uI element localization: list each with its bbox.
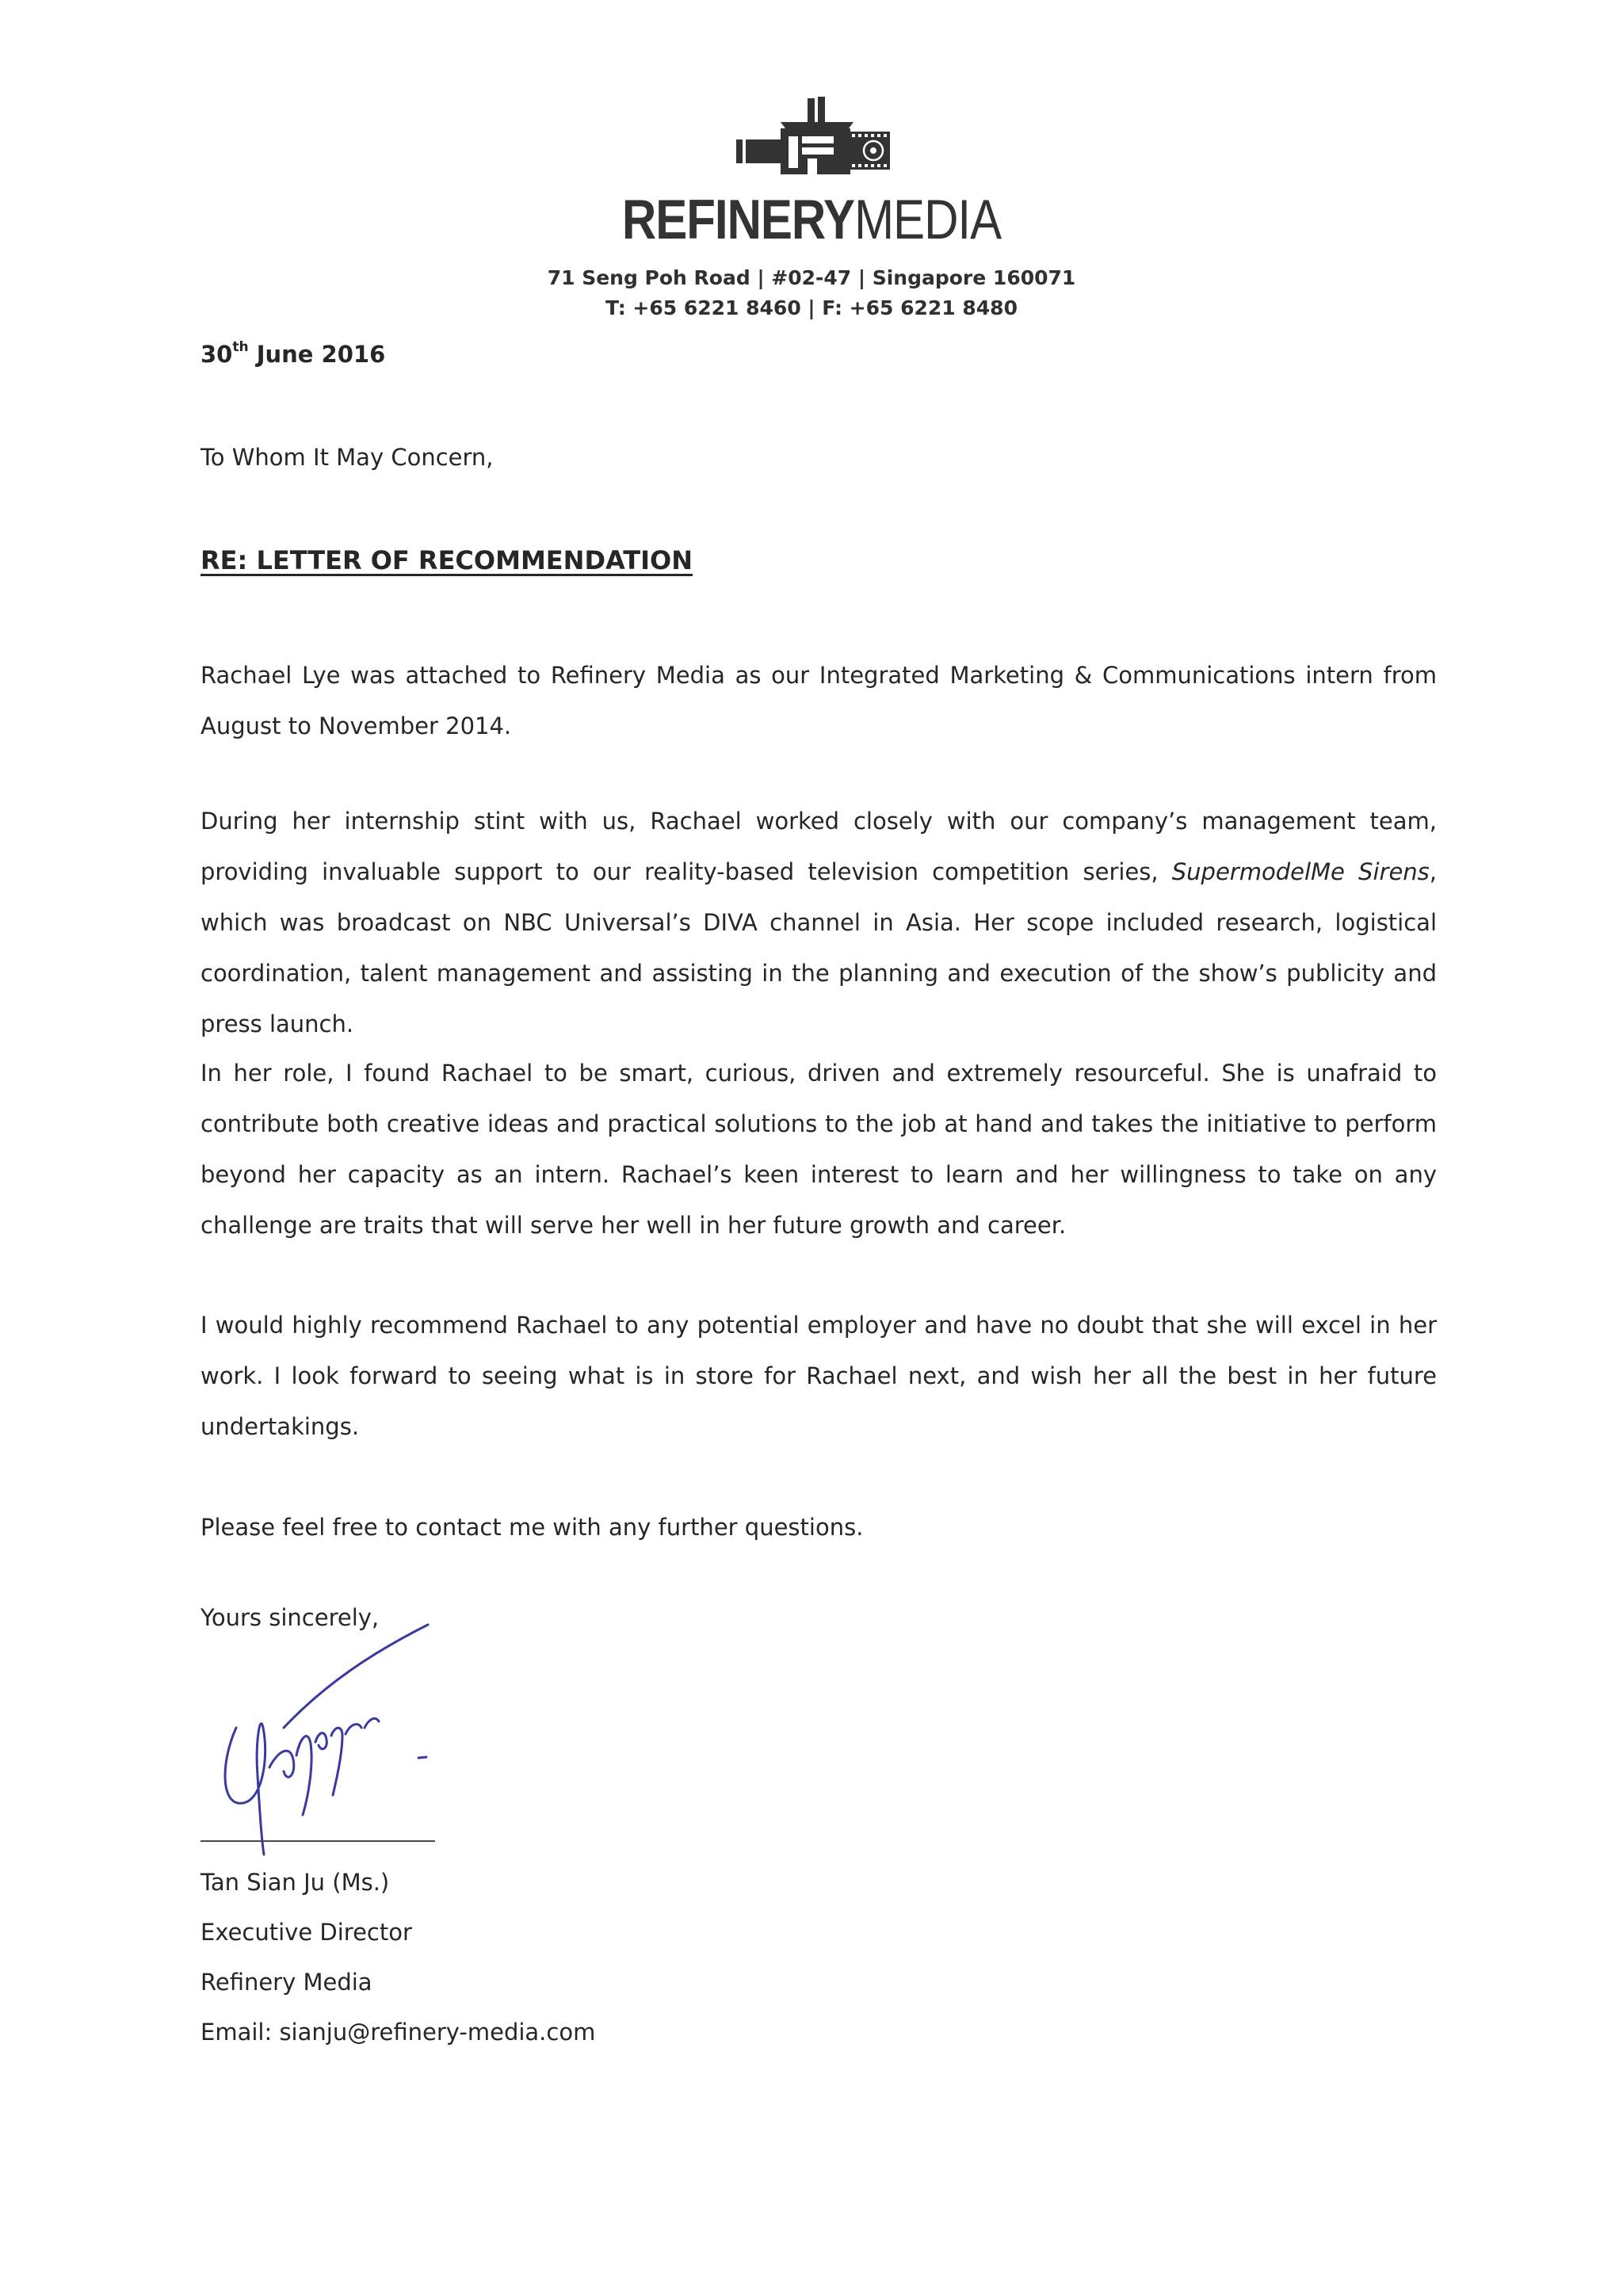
signer-name: Tan Sian Ju (Ms.) [200, 1869, 390, 1896]
paragraph-2 [200, 796, 1437, 1049]
signoff-block [200, 1858, 595, 2057]
letter-date [200, 341, 1437, 368]
subject-line: RE: LETTER OF RECOMMENDATION [200, 545, 693, 575]
factory-film-reel-icon [728, 94, 895, 181]
signer-company: Refinery Media [200, 1969, 372, 1996]
signer-email: Email: sianju@refinery-media.com [200, 2019, 596, 2046]
signature-line [200, 1840, 435, 1842]
date-day: 30 [200, 341, 233, 368]
brand-wordmark [0, 188, 1623, 251]
company-address [0, 263, 1623, 323]
salutation: To Whom It May Concern, [200, 444, 494, 471]
paragraph-1: Rachael Lye was attached to Refinery Media as our Integrated Marketing & Communications intern from August to November 2014. [200, 662, 1437, 739]
address-line: 71 Seng Poh Road | #02-47 | Singapore 160071 [547, 266, 1076, 289]
paragraph-2-start: During her internship stint with us, Rachael worked closely with our company’s management team, providing invaluable support to our reality-based television competition series, [200, 808, 1437, 885]
date-rest: June 2016 [248, 341, 386, 368]
paragraph-2-end: , which was broadcast on NBC Universal’s DIVA channel in Asia. Her scope included research, logistical coordination, talent management and assisting in the planning and execution of the show’s publicity and press launch. [200, 858, 1437, 1037]
closing: Yours sincerely, [200, 1604, 380, 1631]
brand-bold: REFINERY [621, 188, 855, 251]
brand-light: MEDIA [854, 188, 1002, 251]
letterhead [0, 94, 1623, 323]
date-suffix: th [232, 339, 249, 355]
paragraph-5: Please feel free to contact me with any further questions. [200, 1514, 864, 1541]
show-title: SupermodelMe Sirens [1171, 858, 1430, 885]
handwritten-signature [214, 1609, 452, 1862]
paragraph-3: In her role, I found Rachael to be smart, curious, driven and extremely resourceful. She is unafraid to contribute both creative ideas and practical solutions to the job at hand and takes the initiative to perform beyond her capacity as an intern. Rachael’s keen interest to learn and her willingness to take on any challenge are traits that will serve her well in her future growth and career. [200, 1060, 1437, 1239]
paragraph-4: I would highly recommend Rachael to any potential employer and have no doubt that she will excel in her work. I look forward to seeing what is in store for Rachael next, and wish her all the best in her future undertakings. [200, 1312, 1437, 1440]
contact-line: T: +65 6221 8460 | F: +65 6221 8480 [605, 296, 1018, 319]
signer-title: Executive Director [200, 1919, 412, 1946]
